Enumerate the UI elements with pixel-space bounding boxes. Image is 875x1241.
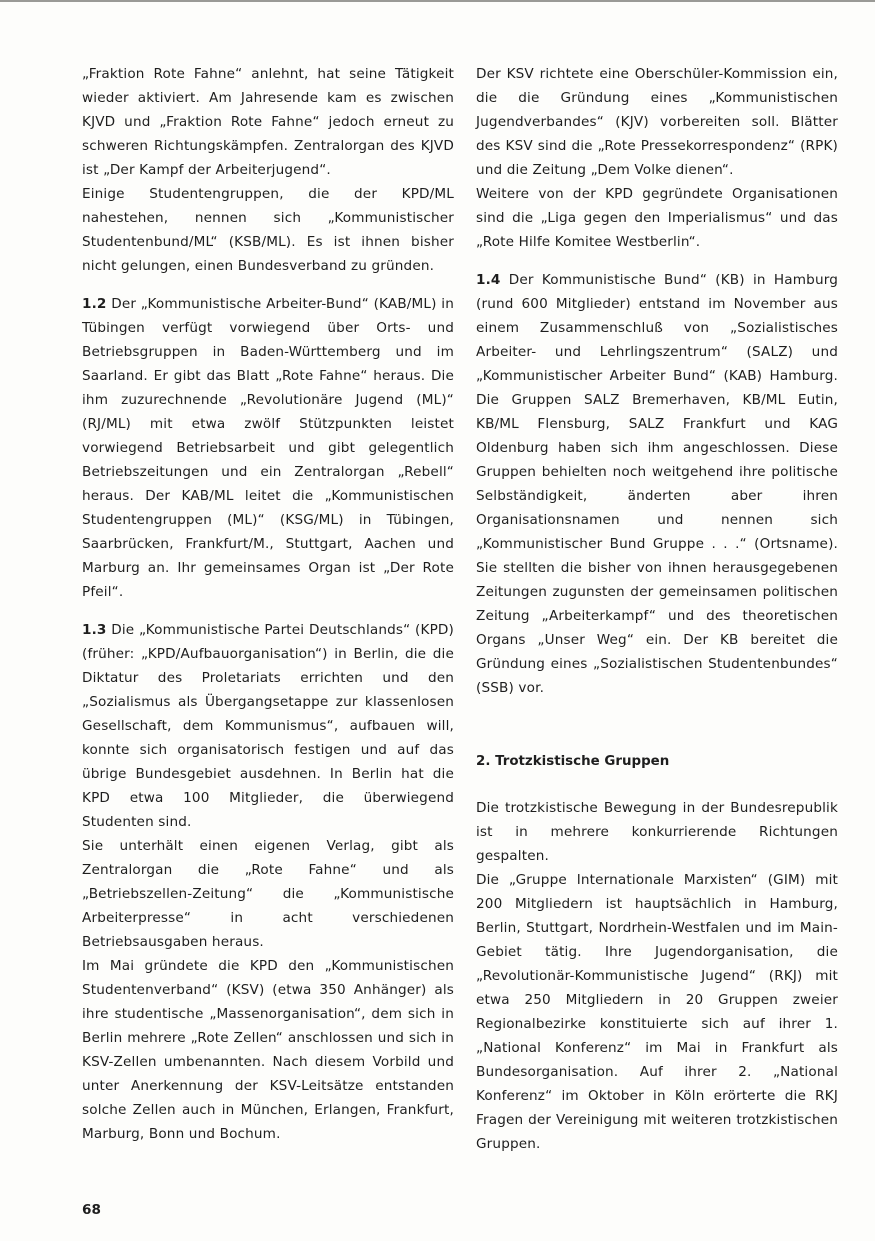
paragraph-kjvd: „Fraktion Rote Fahne“ anlehnt, hat seine Tätigkeit wieder aktiviert. Am Jahresende kam es zwischen KJVD und „Fraktion Rote Fahne“ jedoch erneut zu schweren Richtungskämpfen. Zentralorgan des KJVD ist „Der Kampf der Arbeiterjugend“. bbox=[82, 66, 454, 178]
paragraph-ksv: Im Mai gründete die KPD den „Kommunistischen Studentenverband“ (KSV) (etwa 350 Anhänger) als ihre studentische „Massenorganisation“, dem sich in Berlin mehrere „Rote Zellen“ anschlossen und sich in KSV-Zellen umbenannten. Nach diesem Vorbild und unter Anerkennung der KSV-Leitsätze entstanden solche Zellen auch in München, Erlangen, Frankfurt, Marburg, Bonn und Bochum. bbox=[82, 958, 454, 1142]
paragraph-kb-text: Der Kommunistische Bund“ (KB) in Hamburg (rund 600 Mitglieder) entstand im November aus einem Zusammenschluß von „Sozialistisches Arbeiter- und Lehrlingszentrum“ (SALZ) und „Kommunistischer Arbeiter Bund“ (KAB) Hamburg. Die Gruppen SALZ Bremerhaven, KB/ML Eutin, KB/ML Flensburg, SALZ Frankfurt und KAG Oldenburg haben sich ihm angeschlossen. Diese Gruppen behielten noch weitgehend ihre politische Selbständigkeit, änderten aber ihren Organisationsnamen und nennen sich „Kommunistischer Bund Gruppe . . .“ (Ortsname). Sie stellten die bisher von ihnen herausgegebenen Zeitungen zugunsten der gemeinsamen politischen Zeitung „Arbeiterkampf“ und des theoretischen Organs „Unser Weg“ ein. Der KB bereitet die Gründung eines „Sozialistischen Studentenbundes“ (SSB) vor. bbox=[476, 272, 838, 696]
paragraph-kpd-verlag: Sie unterhält einen eigenen Verlag, gibt als Zentralorgan die „Rote Fahne“ und als „Betriebszellen-Zeitung“ die „Kommunistische Arbeiterpresse“ in acht verschiedenen Betriebsausgaben heraus. bbox=[82, 838, 454, 950]
paragraph-kab-ml bbox=[82, 292, 454, 604]
page-top-edge bbox=[0, 0, 875, 2]
paragraph-ksv-kommission: Der KSV richtete eine Oberschüler-Kommission ein, die die Gründung eines „Kommunistischen Jugendverbandes“ (KJV) vorbereiten soll. Blätter des KSV sind die „Rote Pressekorrespondenz“ (RPK) und die Zeitung „Dem Volke dienen“. bbox=[476, 66, 838, 178]
right-column bbox=[476, 62, 838, 1156]
paragraph-gim: Die „Gruppe Internationale Marxisten“ (GIM) mit 200 Mitgliedern ist hauptsächlich in Hamburg, Berlin, Stuttgart, Nordrhein-Westfalen und im Main-Gebiet tätig. Ihre Jugendorganisation, die „Revolutionär-Kommunistische Jugend“ (RKJ) mit etwa 250 Mitgliedern in 20 Gruppen zweier Regionalbezirke konstituierte sich auf ihrer 1. „National Konferenz“ im Mai in Frankfurt als Bundesorganisation. Auf ihrer 2. „National Konferenz“ im Oktober in Köln erörterte die RKJ Fragen der Vereinigung mit weiteren trotzkistischen Gruppen. bbox=[476, 872, 838, 1152]
paragraph-trotzkisten: Die trotzkistische Bewegung in der Bundesrepublik ist in mehrere konkurrierende Richtungen gespalten. bbox=[476, 800, 838, 864]
paragraph-kpd bbox=[82, 618, 454, 834]
section-number-1-4: 1.4 bbox=[476, 272, 501, 288]
section-number-1-2: 1.2 bbox=[82, 296, 107, 312]
section-number-1-3: 1.3 bbox=[82, 622, 107, 638]
paragraph-kb bbox=[476, 268, 838, 700]
paragraph-kpd-text: Die „Kommunistische Partei Deutschlands“ (KPD) (früher: „KPD/Aufbauorganisation“) in Berlin, die die Diktatur des Proletariats errichten und den „Sozialismus als Übergangsetappe zur klassenlosen Gesellschaft, dem Kommunismus“, aufbauen will, konnte sich organisatorisch festigen und auf das übrige Bundesgebiet ausdehnen. In Berlin hat die KPD etwa 100 Mitglieder, die überwiegend Studenten sind. bbox=[82, 622, 454, 830]
paragraph-ksb-ml: Einige Studentengruppen, die der KPD/ML nahestehen, nennen sich „Kommunistischer Studentenbund/ML“ (KSB/ML). Es ist ihnen bisher nicht gelungen, einen Bundesverband zu gründen. bbox=[82, 186, 454, 274]
page-number: 68 bbox=[82, 1202, 101, 1218]
left-column bbox=[82, 62, 454, 1146]
section-heading-trotzkistische-gruppen: 2. Trotzkistische Gruppen bbox=[476, 754, 670, 769]
paragraph-kab-ml-text: Der „Kommunistische Arbeiter-Bund“ (KAB/ML) in Tübingen verfügt vorwiegend über Orts- und Betriebsgruppen in Baden-Württemberg und im Saarland. Er gibt das Blatt „Rote Fahne“ heraus. Die ihm zuzurechnende „Revolutionäre Jugend (ML)“ (RJ/ML) mit etwa zwölf Stützpunkten leistet vorwiegend Betriebsarbeit und gibt gelegentlich Betriebszeitungen und ein Zentralorgan „Rebell“ heraus. Der KAB/ML leitet die „Kommunistischen Studentengruppen (ML)“ (KSG/ML) in Tübingen, Saarbrücken, Frankfurt/M., Stuttgart, Aachen und Marburg an. Ihr gemeinsames Organ ist „Der Rote Pfeil“. bbox=[82, 296, 454, 600]
paragraph-kpd-organisationen: Weitere von der KPD gegründete Organisationen sind die „Liga gegen den Imperialismus“ und das „Rote Hilfe Komitee Westberlin“. bbox=[476, 186, 838, 250]
